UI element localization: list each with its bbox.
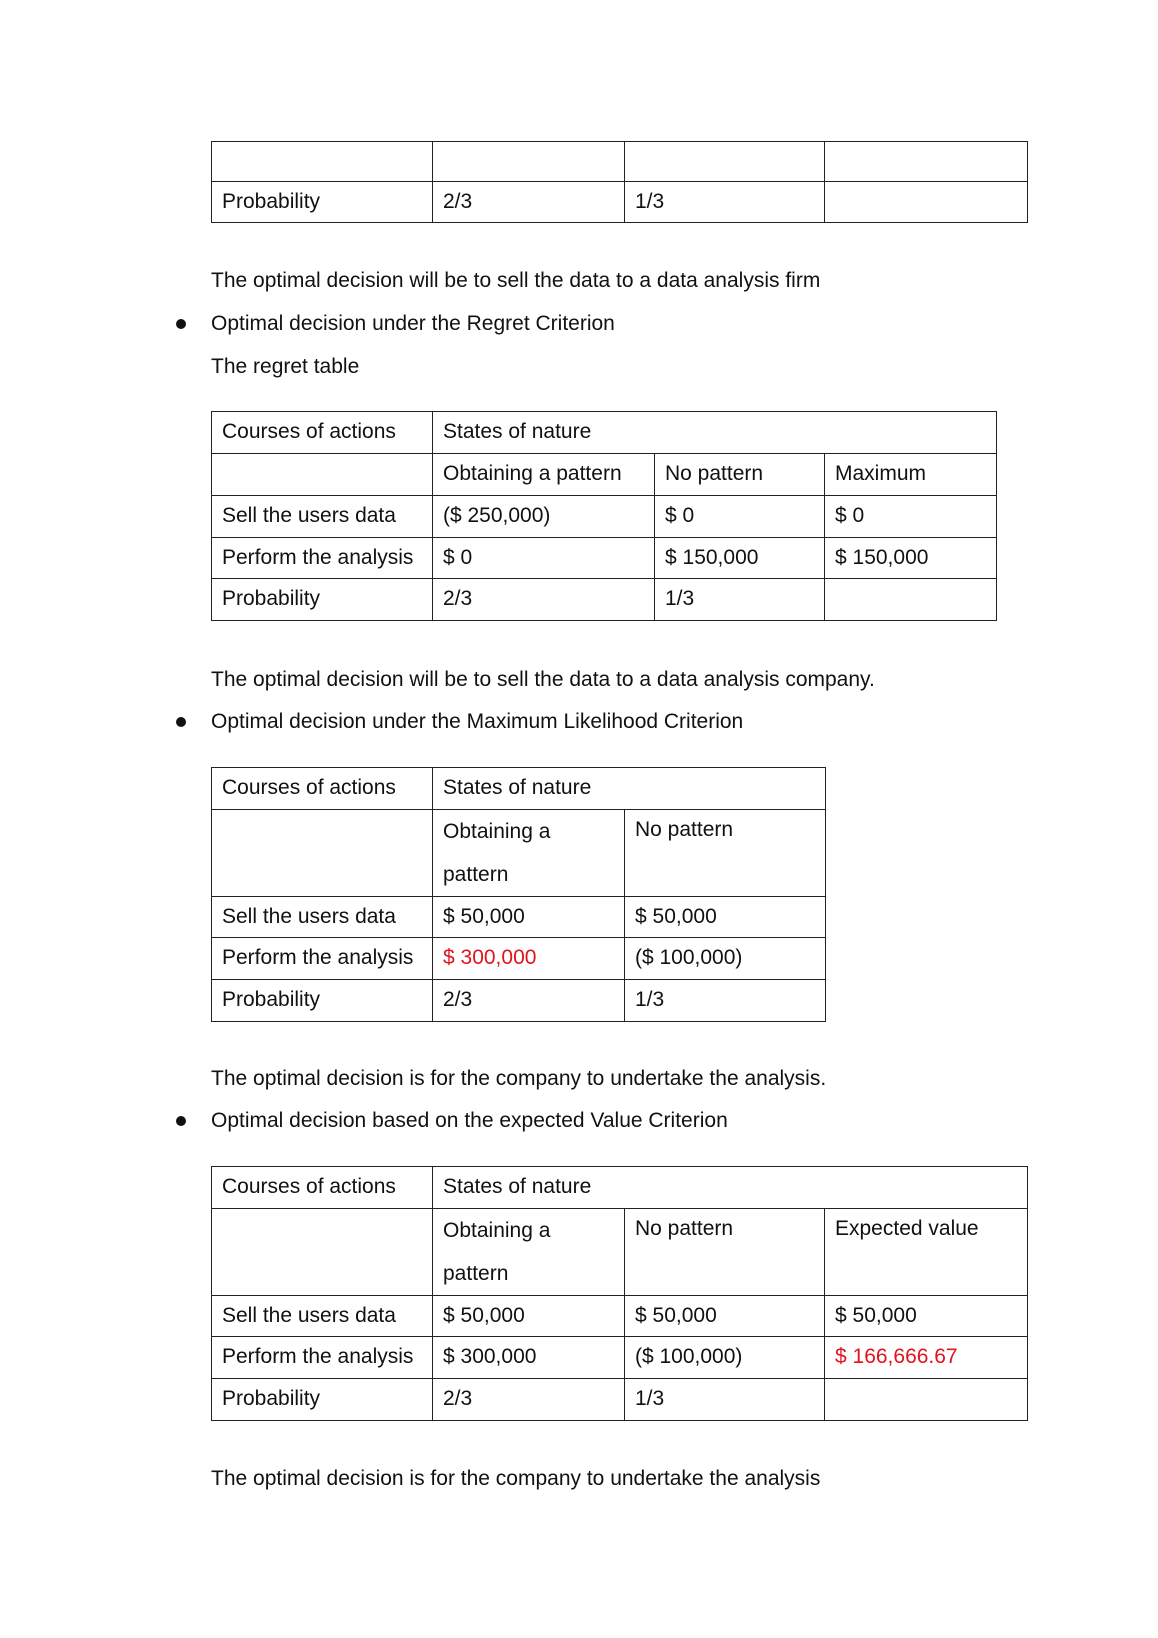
paragraph: The optimal decision will be to sell the data to a data analysis firm — [211, 269, 821, 292]
table-row — [212, 1379, 1028, 1421]
table-cell-highlight: $ 300,000 — [433, 938, 625, 980]
table-row — [212, 1337, 1028, 1379]
table-cell: $ 150,000 — [825, 538, 997, 579]
table-cell: Probability — [212, 1379, 433, 1421]
table-cell: 1/3 — [655, 579, 825, 621]
table-cell: 1/3 — [625, 980, 826, 1022]
table-cell: States of nature — [433, 412, 997, 454]
table-cell: 1/3 — [625, 182, 825, 223]
table-cell: Probability — [212, 579, 433, 621]
paragraph: The optimal decision is for the company to undertake the analysis. — [211, 1067, 827, 1090]
table-cell: Perform the analysis — [212, 1337, 433, 1379]
table-cell: 2/3 — [433, 579, 655, 621]
table-cell: $ 0 — [655, 496, 825, 538]
table-cell — [212, 454, 433, 496]
table-cell: Sell the users data — [212, 496, 433, 538]
table-cell — [825, 142, 1028, 182]
table-cell: Obtaining a pattern — [433, 810, 625, 897]
table-cell: No pattern — [625, 810, 826, 897]
paragraph: The optimal decision will be to sell the data to a data analysis company. — [211, 668, 875, 691]
table-cell: No pattern — [625, 1209, 825, 1296]
table-row — [212, 142, 1028, 182]
bullet-icon — [176, 1116, 186, 1126]
table-cell: 2/3 — [433, 1379, 625, 1421]
table-cell: $ 50,000 — [433, 897, 625, 938]
table-cell: Courses of actions — [212, 768, 433, 810]
table-cell: ($ 100,000) — [625, 1337, 825, 1379]
table-row — [212, 1167, 1028, 1209]
bullet-heading-regret: Optimal decision under the Regret Criterion — [211, 312, 615, 335]
table-cell: 1/3 — [625, 1379, 825, 1421]
table-row — [212, 538, 997, 579]
table-cell — [212, 810, 433, 897]
table-cell: $ 0 — [825, 496, 997, 538]
paragraph: The optimal decision is for the company to undertake the analysis — [211, 1467, 821, 1490]
table-cell: 2/3 — [433, 182, 625, 223]
table-row — [212, 412, 997, 454]
table-cell — [212, 1209, 433, 1296]
table-cell — [825, 579, 997, 621]
bullet-icon — [176, 717, 186, 727]
table-cell: Perform the analysis — [212, 938, 433, 980]
table-row — [212, 897, 826, 938]
table-cell: Sell the users data — [212, 1296, 433, 1337]
table-cell: ($ 100,000) — [625, 938, 826, 980]
table-cell: $ 50,000 — [625, 897, 826, 938]
table-row — [212, 1209, 1028, 1296]
table-cell: Sell the users data — [212, 897, 433, 938]
table-cell — [433, 142, 625, 182]
table-cell: Maximum — [825, 454, 997, 496]
table-cell: Probability — [212, 182, 433, 223]
table-cell: Obtaining a pattern — [433, 1209, 625, 1296]
table-row — [212, 579, 997, 621]
table-cell: States of nature — [433, 1167, 1028, 1209]
table-cell: No pattern — [655, 454, 825, 496]
table-row — [212, 768, 826, 810]
regret-table-title: The regret table — [211, 355, 360, 378]
table-cell: $ 50,000 — [825, 1296, 1028, 1337]
table-cell — [825, 1379, 1028, 1421]
table-cell: Perform the analysis — [212, 538, 433, 579]
table-cell-highlight: $ 166,666.67 — [825, 1337, 1028, 1379]
table-row — [212, 496, 997, 538]
ml-table — [211, 767, 826, 1022]
bullet-icon — [176, 319, 186, 329]
table-row — [212, 980, 826, 1022]
bullet-heading-ml: Optimal decision under the Maximum Likelihood Criterion — [211, 710, 744, 733]
table-cell — [212, 142, 433, 182]
table-row — [212, 454, 997, 496]
ev-table — [211, 1166, 1028, 1421]
table-cell: States of nature — [433, 768, 826, 810]
table-cell — [625, 142, 825, 182]
table-cell: 2/3 — [433, 980, 625, 1022]
table-cell: $ 50,000 — [625, 1296, 825, 1337]
table-cell: $ 50,000 — [433, 1296, 625, 1337]
table-cell: $ 300,000 — [433, 1337, 625, 1379]
table-cell: $ 0 — [433, 538, 655, 579]
table-row — [212, 1296, 1028, 1337]
table-cell: Courses of actions — [212, 1167, 433, 1209]
regret-table — [211, 411, 997, 621]
table-cell: ($ 250,000) — [433, 496, 655, 538]
table-row — [212, 938, 826, 980]
table-row — [212, 810, 826, 897]
table-continuation — [211, 141, 1028, 223]
table-cell — [825, 182, 1028, 223]
table-cell: Obtaining a pattern — [433, 454, 655, 496]
table-cell: $ 150,000 — [655, 538, 825, 579]
table-cell: Expected value — [825, 1209, 1028, 1296]
table-cell: Probability — [212, 980, 433, 1022]
table-cell: Courses of actions — [212, 412, 433, 454]
bullet-heading-ev: Optimal decision based on the expected Value Criterion — [211, 1109, 728, 1132]
table-row — [212, 182, 1028, 223]
